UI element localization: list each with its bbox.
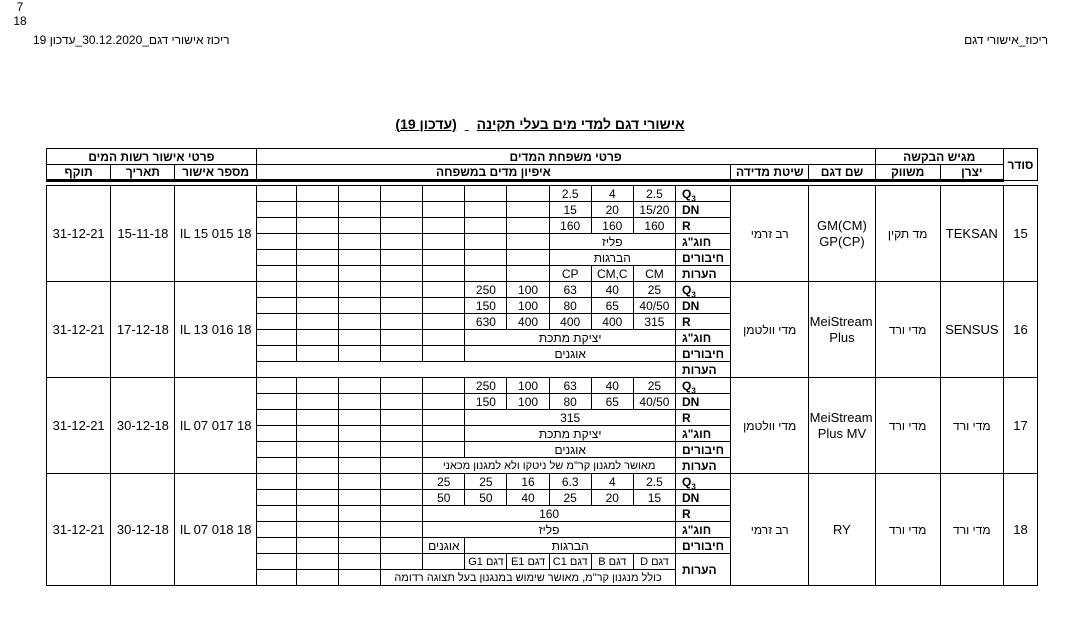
empty-cell [381,282,423,298]
empty-cell [465,186,507,202]
empty-cell [423,298,465,314]
r-value: 315 [633,314,675,330]
empty-cell [338,314,380,330]
row-manufacturer: מדי ורד [940,474,1003,586]
empty-cell [256,234,296,250]
empty-cell [381,298,423,314]
dn-value: 15/20 [633,202,675,218]
header-validity: תוקף [47,165,111,181]
empty-cell [381,218,423,234]
r-value: 160 [423,506,676,522]
row-manufacturer: מדי ורד [940,378,1003,474]
empty-cell [423,282,465,298]
empty-cell [381,490,423,506]
running-header-left: ריכוז אישורי דגם_30.12.2020_עדכון 19 [33,33,230,47]
header-serial: סודר [1003,149,1037,181]
notes-model: דגם B [591,554,633,570]
empty-cell [296,282,338,298]
row-serial: 17 [1003,378,1037,474]
row-date: 30-12-18 [111,474,175,586]
label-q3: $Q_3$ [675,282,730,298]
row-serial: 18 [1003,474,1037,586]
empty-cell [296,266,338,282]
table-row [47,378,1038,394]
empty-cell [296,522,338,538]
empty-cell [423,250,465,266]
empty-cell [256,298,296,314]
q3-value: 25 [633,378,675,394]
empty-cell [338,570,380,586]
empty-cell [423,330,465,346]
row-model [809,378,875,474]
empty-cell [423,426,465,442]
row-validity: 31-12-21 [47,474,111,586]
empty-cell [256,186,296,202]
empty-cell [296,202,338,218]
header-approval-no: מספר אישור [175,165,256,181]
empty-cell [338,554,380,570]
empty-cell [296,442,338,458]
empty-cell [256,410,296,426]
empty-cell [423,218,465,234]
model-line-2: GP(CP) [819,233,865,249]
label-dn: DN [675,202,730,218]
thread-value: יציקת מתכת [465,426,676,442]
empty-cell [296,218,338,234]
dn-value: 100 [507,298,549,314]
empty-cell [296,490,338,506]
empty-cell [465,266,507,282]
r-value: 400 [591,314,633,330]
empty-cell [256,442,296,458]
empty-cell [256,378,296,394]
empty-cell [338,522,380,538]
title-update: (עדכון 19) [395,116,457,132]
page-number [0,0,40,28]
row-validity: 31-12-21 [47,282,111,378]
dn-value: 50 [423,490,465,506]
label-dn: DN [675,394,730,410]
model-line-2: Plus MV [817,425,867,441]
q3-value: 16 [507,474,549,490]
empty-cell [296,554,338,570]
header-characterization: איפיון מדים במשפחה [256,165,730,181]
q3-value: 63 [549,378,591,394]
empty-cell [423,442,465,458]
connections-value: אוגנים [465,346,676,362]
q3-value: 6.3 [549,474,591,490]
empty-cell [296,186,338,202]
empty-cell [338,394,380,410]
q3-value: 250 [465,282,507,298]
row-date: 15-11-18 [111,186,175,282]
empty-cell [296,506,338,522]
label-thread: חוג"ג [675,330,730,346]
label-connections: חיבורים [675,346,730,362]
notes-value: CM,C [591,266,633,282]
row-date: 30-12-18 [111,378,175,474]
empty-cell [338,506,380,522]
label-notes: הערות [675,266,730,282]
empty-cell [338,474,380,490]
empty-cell [381,410,423,426]
empty-cell [296,378,338,394]
model-line-1: MeiStream [809,313,873,329]
header-marketer: משווק [875,165,940,181]
row-serial: 16 [1003,282,1037,378]
q3-value: 25 [633,282,675,298]
empty-cell [338,346,380,362]
notes-model: דגם G1 [465,554,507,570]
q3-value: 40 [591,282,633,298]
q3-value: 63 [549,282,591,298]
row-approval-no: IL 07 018 18 [175,474,256,586]
empty-cell [381,442,423,458]
header-date: תאריך [111,165,175,181]
table-row [47,186,1038,202]
r-value: 160 [633,218,675,234]
empty-cell [423,266,465,282]
row-marketer: מדי ורד [875,378,940,474]
empty-cell [381,538,423,554]
dn-value: 25 [549,490,591,506]
notes-model: דגם E1 [507,554,549,570]
dn-value: 40/50 [633,298,675,314]
dn-value: 80 [549,394,591,410]
row-approval-no: IL 15 015 18 [175,186,256,282]
empty-cell [507,266,549,282]
dn-value: 40/50 [633,394,675,410]
empty-cell [256,266,296,282]
label-thread: חוג"ג [675,426,730,442]
empty-cell [256,218,296,234]
model-line-1: MeiStream [809,409,873,425]
empty-cell [381,378,423,394]
header-method: שיטת מדידה [731,165,809,181]
empty-cell [381,458,423,474]
connections-value: אוגנים [465,442,676,458]
dn-value: 40 [507,490,549,506]
q3-value: 100 [507,282,549,298]
empty-cell [381,506,423,522]
notes-value: CP [549,266,591,282]
dn-value: 100 [507,394,549,410]
label-connections: חיבורים [675,538,730,554]
empty-cell [256,506,296,522]
empty-cell [256,426,296,442]
thread-value: פליז [423,522,676,538]
empty-cell [381,554,423,570]
empty-cell [338,298,380,314]
empty-cell [465,202,507,218]
q3-value: 250 [465,378,507,394]
empty-cell [296,538,338,554]
row-approval-no: IL 13 016 18 [175,282,256,378]
empty-cell [465,234,507,250]
empty-cell [338,458,380,474]
empty-cell [423,202,465,218]
dn-value: 65 [591,394,633,410]
dn-value: 15 [633,490,675,506]
header-applicant: מגיש הבקשה [875,149,1003,165]
empty-cell [256,314,296,330]
empty-cell [296,330,338,346]
empty-cell [296,474,338,490]
row-serial: 15 [1003,186,1037,282]
empty-cell [423,186,465,202]
empty-cell [423,410,465,426]
empty-cell [296,410,338,426]
row-marketer: מד תקין [875,186,940,282]
page-current: 7 [16,0,24,14]
empty-cell [256,490,296,506]
empty-cell [256,474,296,490]
label-connections: חיבורים [675,250,730,266]
empty-cell [256,202,296,218]
label-dn: DN [675,490,730,506]
empty-cell [296,394,338,410]
row-validity: 31-12-21 [47,186,111,282]
empty-cell [381,234,423,250]
q3-value: 40 [591,378,633,394]
dn-value: 150 [465,394,507,410]
empty-cell [256,330,296,346]
empty-cell [338,218,380,234]
dn-value: 20 [591,490,633,506]
label-q3: $Q_3$ [675,186,730,202]
empty-cell [338,266,380,282]
empty-cell [507,218,549,234]
empty-cell [381,202,423,218]
empty-cell [423,378,465,394]
empty-cell [381,250,423,266]
dn-value: 65 [591,298,633,314]
label-r: R [675,314,730,330]
thread-value: יציקת מתכת [465,330,676,346]
label-notes: הערות [675,554,730,586]
empty-cell [338,426,380,442]
empty-cell [296,346,338,362]
r-value: 630 [465,314,507,330]
header-manufacturer: יצרן [940,165,1003,181]
table-row [47,474,1038,490]
row-marketer: מדי ורד [875,474,940,586]
thread-value: פליז [549,234,675,250]
label-dn: DN [675,298,730,314]
dn-value: 50 [465,490,507,506]
page-total: 18 [13,14,27,28]
dn-value: 15 [549,202,591,218]
row-manufacturer: TEKSAN [940,186,1003,282]
empty-cell [381,314,423,330]
dn-value: 80 [549,298,591,314]
connections-value: הברגות [465,538,676,554]
empty-cell [338,410,380,426]
empty-cell [296,570,338,586]
empty-cell [296,250,338,266]
model-line-2: Plus [829,329,855,345]
notes-value: מאושר למגנון קר"מ של ניטקו ולא למגנון מכאני [423,458,676,474]
empty-cell [256,458,296,474]
row-model [809,186,875,282]
empty-cell [338,490,380,506]
empty-cell [465,250,507,266]
empty-cell [296,314,338,330]
empty-cell [256,554,296,570]
empty-cell [296,298,338,314]
empty-cell [338,442,380,458]
empty-cell [423,554,465,570]
label-r: R [675,410,730,426]
r-value: 160 [549,218,591,234]
row-date: 17-12-18 [111,282,175,378]
empty-cell [381,474,423,490]
row-manufacturer: SENSUS [940,282,1003,378]
model-line-1: GM(CM) [817,217,867,233]
approvals-table [46,148,1038,586]
q3-value: 4 [591,474,633,490]
empty-cell [507,186,549,202]
empty-cell [296,458,338,474]
empty-cell [507,202,549,218]
q3-value: 4 [591,186,633,202]
dn-value: 20 [591,202,633,218]
row-method: רב זרמי [731,186,809,282]
empty-cell [465,218,507,234]
empty-cell [507,250,549,266]
label-connections: חיבורים [675,442,730,458]
empty-cell [381,346,423,362]
empty-cell [338,538,380,554]
notes-value: כולל מנגנון קר"מ, מאושר שימוש במנגנון בעל תצוגה רדומה [381,570,676,586]
notes-value: CM [633,266,675,282]
empty-cell [381,186,423,202]
empty-cell [423,234,465,250]
empty-cell [381,330,423,346]
page-title [0,116,1080,132]
q3-value: 2.5 [633,186,675,202]
empty-cell [296,234,338,250]
label-thread: חוג"ג [675,234,730,250]
empty-cell [338,378,380,394]
label-r: R [675,218,730,234]
q3-value: 100 [507,378,549,394]
label-notes: הערות [675,362,730,378]
empty-cell [296,426,338,442]
empty-cell [256,394,296,410]
row-method: מדי וולטמן [731,378,809,474]
notes-model: דגם C1 [549,554,591,570]
empty-cell [381,266,423,282]
empty-cell [381,426,423,442]
empty-cell [256,250,296,266]
row-marketer: מדי ורד [875,282,940,378]
r-value: 160 [591,218,633,234]
row-model [809,282,875,378]
connections-value: אוגנים [423,538,465,554]
empty-cell [256,346,296,362]
label-q3: $Q_3$ [675,378,730,394]
running-header-right: ריכוז_אישורי דגם [964,33,1048,47]
empty-cell [338,234,380,250]
row-validity: 31-12-21 [47,378,111,474]
empty-cell [423,346,465,362]
row-method: מדי וולטמן [731,282,809,378]
empty-cell [423,394,465,410]
empty-cell [256,282,296,298]
q3-value: 2.5 [633,474,675,490]
empty-cell [338,202,380,218]
label-q3: $Q_3$ [675,474,730,490]
r-value: 400 [507,314,549,330]
empty-cell [381,394,423,410]
q3-value: 25 [465,474,507,490]
row-approval-no: IL 07 017 18 [175,378,256,474]
label-thread: חוג"ג [675,522,730,538]
empty-cell [338,186,380,202]
empty-cell [338,330,380,346]
empty-cell [381,522,423,538]
q3-value: 25 [423,474,465,490]
empty-cell [507,234,549,250]
empty-cell [256,570,296,586]
header-model: שם דגם [809,165,875,181]
row-model: RY [809,474,875,586]
notes-value [256,362,675,378]
r-value: 400 [549,314,591,330]
empty-cell [423,314,465,330]
connections-value: הברגות [549,250,675,266]
r-value: 315 [465,410,676,426]
q3-value: 2.5 [549,186,591,202]
label-notes: הערות [675,458,730,474]
header-family: פרטי משפחת המדים [256,149,875,165]
dn-value: 150 [465,298,507,314]
empty-cell [256,538,296,554]
title-main: אישורי דגם למדי מים בעלי תקינה [476,116,685,132]
table-row [47,282,1038,298]
empty-cell [338,250,380,266]
notes-model: דגם D [633,554,675,570]
label-r: R [675,506,730,522]
row-method: רב זרמי [731,474,809,586]
header-authority: פרטי אישור רשות המים [47,149,257,165]
empty-cell [256,522,296,538]
empty-cell [338,282,380,298]
